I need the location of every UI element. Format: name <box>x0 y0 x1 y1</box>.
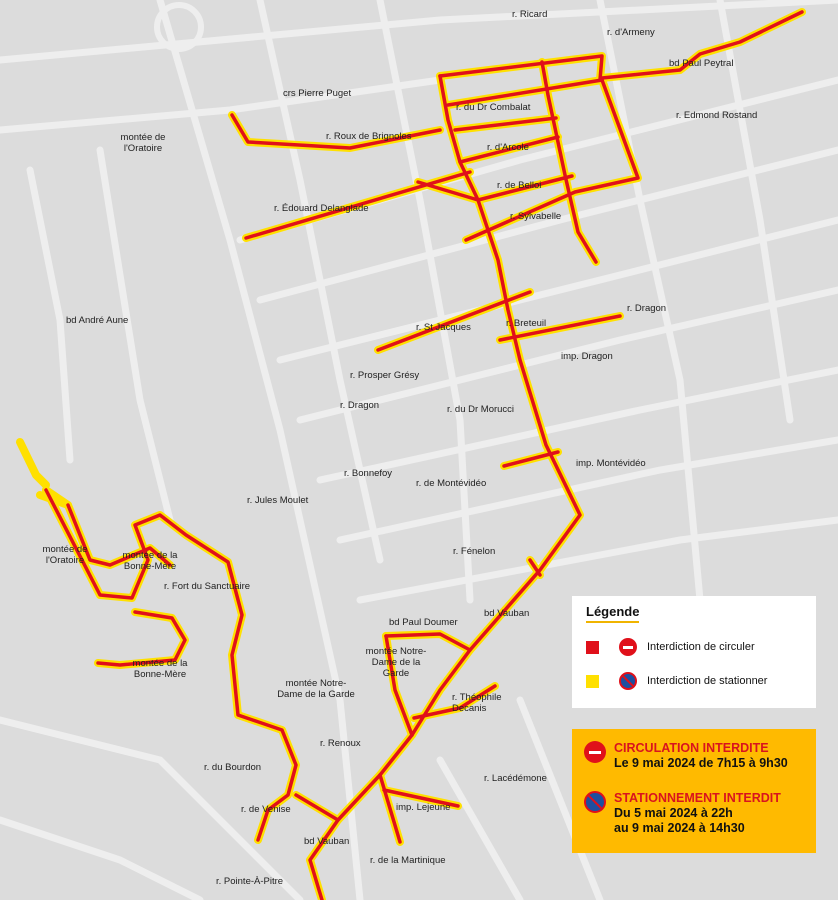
street-label: r. d'Arcole <box>487 142 529 153</box>
street-label: r. St Jacques <box>416 322 471 333</box>
street-label: imp. Montévidéo <box>576 458 646 469</box>
street-label: r. de Montévidéo <box>416 478 487 489</box>
street-label: bd Paul Peytral <box>669 58 734 69</box>
street-label: montée Notre-Dame de la Garde <box>277 678 355 700</box>
street-label: montée Notre-Dame de la Garde <box>365 646 427 679</box>
street-label: r. du Dr Morucci <box>447 404 515 415</box>
street-label: r. Jules Moulet <box>247 495 309 506</box>
circulation-dates: Le 9 mai 2024 de 7h15 à 9h30 <box>614 756 788 770</box>
street-label: r. Dragon <box>627 303 667 314</box>
legend-title: Légende <box>586 604 639 623</box>
legend-item <box>586 671 767 691</box>
street-label: r. d'Armeny <box>607 27 655 38</box>
street-label: r. Prosper Grésy <box>350 370 420 381</box>
street-label: montée de l'Oratoire <box>120 132 166 154</box>
restriction-notice <box>572 729 816 853</box>
street-label: r. Roux de Brignoles <box>326 131 412 142</box>
street-label: montée de la Bonne-Mère <box>122 550 178 572</box>
street-label: r. Dragon <box>340 400 380 411</box>
street-label: r. Sylvabelle <box>510 211 562 222</box>
street-label: r. Édouard Delanglade <box>274 203 369 214</box>
street-label: montée de la Bonne-Mère <box>132 658 188 680</box>
street-label: r. Bonnefoy <box>344 468 393 479</box>
street-label: r. du Dr Combalat <box>456 102 531 113</box>
street-label: r. de la Martinique <box>370 855 446 866</box>
street-label: r. Pointe-À-Pitre <box>216 876 284 887</box>
circulation-block <box>584 741 788 771</box>
no-parking-icon <box>619 672 637 690</box>
street-label: montée de l'Oratoire <box>42 544 88 566</box>
street-label: imp. Lejeune <box>396 802 451 813</box>
yellow-swatch <box>586 675 599 688</box>
parking-block <box>584 791 781 836</box>
street-label: imp. Dragon <box>561 351 613 362</box>
street-label: r. Lacédémone <box>484 773 547 784</box>
street-label: bd Paul Doumer <box>389 617 458 628</box>
red-swatch <box>586 641 599 654</box>
parking-title: STATIONNEMENT INTERDIT <box>614 791 781 805</box>
street-label: r. Théophile Decanis <box>452 692 502 714</box>
street-label: bd Vauban <box>484 608 530 619</box>
no-entry-icon <box>584 741 606 763</box>
legend-item <box>586 637 755 657</box>
street-label: bd André Aune <box>66 315 129 326</box>
street-label: r. Ricard <box>512 9 548 20</box>
street-label: r. de Venise <box>241 804 291 815</box>
street-label: r. Renoux <box>320 738 361 749</box>
map-legend <box>572 596 816 708</box>
street-label: crs Pierre Puget <box>283 88 352 99</box>
street-label: r. Fénelon <box>453 546 496 557</box>
parking-start: Du 5 mai 2024 à 22h <box>614 806 733 820</box>
street-label: r. du Bourdon <box>204 762 262 773</box>
street-label: r. Breteuil <box>506 318 547 329</box>
legend-label: Interdiction de circuler <box>647 641 755 653</box>
no-parking-icon <box>584 791 606 813</box>
street-label: r. Fort du Sanctuaire <box>164 581 251 592</box>
street-label: r. de Belloi <box>497 180 542 191</box>
street-label: r. Edmond Rostand <box>676 110 758 121</box>
legend-label: Interdiction de stationner <box>647 675 768 687</box>
parking-end: au 9 mai 2024 à 14h30 <box>614 821 745 835</box>
no-entry-icon <box>619 638 637 656</box>
street-label: bd Vauban <box>304 836 350 847</box>
circulation-title: CIRCULATION INTERDITE <box>614 741 769 755</box>
